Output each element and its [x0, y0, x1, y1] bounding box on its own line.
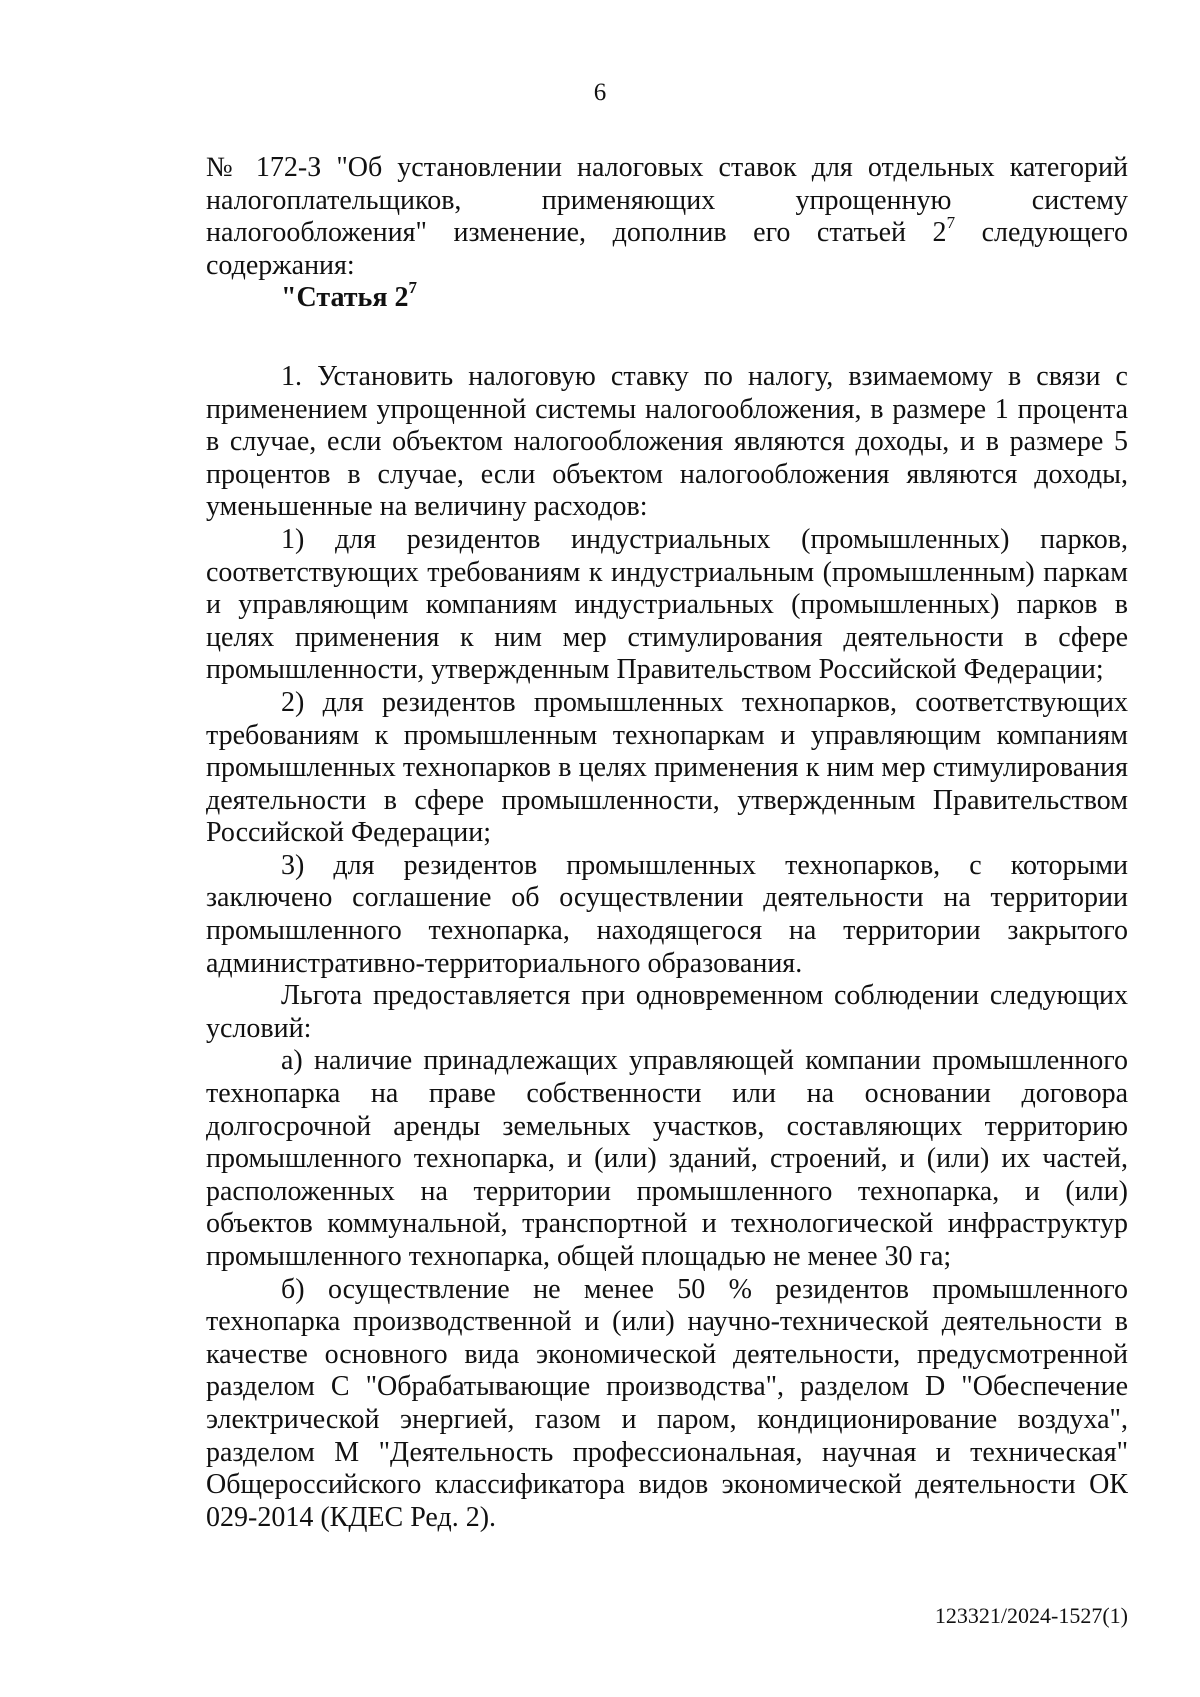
- paragraph-condition-a: а) наличие принадлежащих управляющей компании промышленного технопарка на праве собственности или на основании договора долгосрочной аренды земельных участков, составляющих территорию промышленного технопарка, и (или) зданий, строений, и (или) их частей, расположенных на территории промышленного технопарка, и (или) объектов коммунальной, транспортной и технологической инфраструктур промышленного технопарка, общей площадью не менее 30 га;: [206, 1045, 1128, 1272]
- page-number: 6: [593, 79, 607, 106]
- paragraph-conditions: Льгота предоставляется при одновременном соблюдении следующих условий:: [206, 980, 1128, 1044]
- intro-superscript: 7: [946, 212, 956, 232]
- document-body: [206, 152, 1128, 1534]
- intro-paragraph: [206, 152, 1128, 282]
- intro-text-end: следующего содержания:: [206, 217, 1128, 281]
- paragraph-item-1: 1) для резидентов индустриальных (промышленных) парков, соответствующих требованиям к индустриальным (промышленным) паркам и управляющим компаниям индустриальных (промышленных) парков в целях применения к ним мер стимулирования деятельности в сфере промышленности, утвержденным Правительством Российской Федерации;: [206, 523, 1128, 686]
- paragraph-condition-b: б) осуществление не менее 50 % резидентов промышленного технопарка производственной и (или) научно-технической деятельности в качестве основного вида экономической деятельности, предусмотренной разделом C "Обрабатывающие производства", разделом D "Обеспечение электрической энергией, газом и паром, кондиционирование воздуха", разделом M "Деятельность профессиональная, научная и техническая" Общероссийского классификатора видов экономической деятельности ОК 029-2014 (КДЕС Ред. 2).: [206, 1273, 1128, 1533]
- paragraph-rate: 1. Установить налоговую ставку по налогу, взимаемому в связи с применением упрощенной системы налогообложения, в размере 1 процента в случае, если объектом налогообложения являются доходы, и в размере 5 процентов в случае, если объектом налогообложения являются доходы, уменьшенные на величину расходов:: [206, 360, 1128, 523]
- intro-text: № 172-З "Об установлении налоговых ставок для отдельных категорий налогоплательщиков, применяющих упрощенную систему налогообложения" изменение, дополнив его статьей 2: [206, 152, 1128, 249]
- paragraph-item-3: 3) для резидентов промышленных технопарков, с которыми заключено соглашение об осуществлении деятельности на территории промышленного технопарка, находящегося на территории закрытого административно-территориального образования.: [206, 849, 1128, 979]
- article-heading: [206, 278, 1128, 315]
- paragraph-item-2: 2) для резидентов промышленных технопарков, соответствующих требованиям к промышленным технопаркам и управляющим компаниям промышленных технопарков в целях применения к ним мер стимулирования деятельности в сфере промышленности, утвержденным Правительством Российской Федерации;: [206, 686, 1128, 849]
- document-code: 123321/2024-1527(1): [934, 1603, 1128, 1628]
- article-heading-text: "Статья 2: [281, 282, 409, 314]
- spacer: [206, 315, 1128, 361]
- article-heading-superscript: 7: [408, 278, 417, 298]
